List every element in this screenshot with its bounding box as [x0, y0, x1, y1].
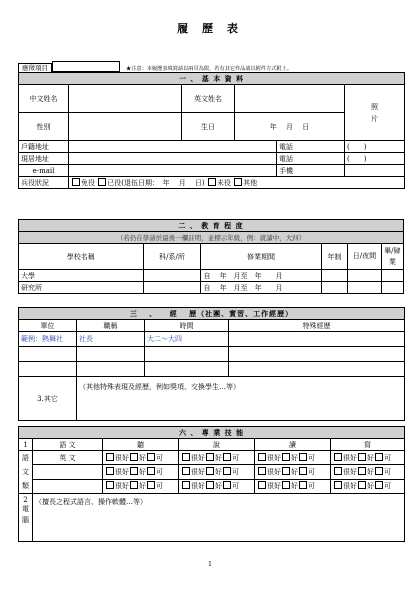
comp-label: 電 腦: [22, 505, 29, 524]
section-skills-heading: 六 、 專 業 技 能: [19, 427, 405, 439]
level-checkbox-label: 很好: [343, 482, 357, 491]
level-listen: [103, 451, 179, 465]
level-checkbox[interactable]: [182, 481, 190, 489]
mobile-field[interactable]: [345, 165, 405, 177]
computer-skills-field[interactable]: （擅長之程式語言、操作軟體…等）: [33, 494, 405, 542]
section-basic-heading: 一 、 基 本 資 料: [19, 73, 405, 85]
level-checkbox[interactable]: [299, 453, 307, 461]
military-done-checkbox[interactable]: [98, 178, 106, 186]
level-checkbox[interactable]: [106, 467, 114, 475]
edu-daynight-1[interactable]: [348, 270, 381, 282]
email-label: e-mail: [19, 165, 69, 177]
level-checkbox-label: 很好: [115, 453, 129, 462]
level-checkbox[interactable]: [182, 467, 190, 475]
level-checkbox-label: 可: [308, 482, 315, 491]
level-checkbox-label: 可: [384, 467, 391, 476]
level-checkbox[interactable]: [375, 453, 383, 461]
level-speak: [179, 451, 255, 465]
col-lang: 語 文: [33, 439, 103, 451]
level-write: [331, 465, 405, 479]
level-checkbox[interactable]: [106, 481, 114, 489]
level-checkbox-label: 很好: [115, 482, 129, 491]
level-write: [331, 479, 405, 493]
military-not-checkbox[interactable]: [208, 178, 216, 186]
level-speak: [179, 479, 255, 493]
exp-cell[interactable]: [77, 362, 145, 377]
other-field[interactable]: （其他特殊表現及經歷，例如獎項、交換學生…等）: [77, 377, 405, 421]
level-checkbox[interactable]: [334, 453, 342, 461]
phone-field-2[interactable]: ( ): [345, 153, 405, 165]
col-dept: 科/系/所: [143, 244, 201, 270]
page-number: 1: [208, 561, 212, 568]
comp-num: 2: [23, 496, 28, 504]
other-label: 3.其它: [19, 377, 77, 421]
level-checkbox[interactable]: [223, 467, 231, 475]
example-detail[interactable]: [229, 332, 405, 347]
level-checkbox-label: 可: [156, 482, 163, 491]
level-checkbox-label: 好: [291, 453, 298, 462]
email-field[interactable]: [69, 165, 277, 177]
edu-daynight-2[interactable]: [348, 282, 381, 294]
level-checkbox-label: 好: [139, 453, 146, 462]
example-time[interactable]: 大二～大四: [145, 332, 229, 347]
chinese-name-label: 中文姓名: [19, 85, 69, 113]
level-checkbox[interactable]: [106, 453, 114, 461]
phone-field-1[interactable]: ( ): [345, 141, 405, 153]
english-name-field[interactable]: [235, 85, 345, 113]
registered-address-label: 戶籍地址: [19, 141, 69, 153]
level-checkbox-label: 好: [291, 467, 298, 476]
level-checkbox-label: 好: [367, 453, 374, 462]
level-checkbox-label: 好: [215, 453, 222, 462]
exp-cell[interactable]: [19, 362, 77, 377]
level-read: [255, 465, 331, 479]
military-other-label: 其他: [243, 178, 258, 187]
level-read: [255, 479, 331, 493]
experience-table: [18, 307, 405, 421]
exp-cell[interactable]: [229, 362, 405, 377]
col-speak: 說: [179, 439, 255, 451]
col-year: 年制: [321, 244, 348, 270]
edu-year-1[interactable]: [321, 270, 348, 282]
level-checkbox[interactable]: [299, 467, 307, 475]
level-checkbox[interactable]: [182, 453, 190, 461]
level-checkbox-label: 很好: [115, 467, 129, 476]
col-daynight: 日/夜間: [348, 244, 381, 270]
edu-dept-1[interactable]: [143, 270, 201, 282]
level-checkbox[interactable]: [130, 467, 138, 475]
military-exempt-checkbox[interactable]: [72, 178, 80, 186]
military-label: 兵役狀況: [19, 177, 69, 189]
level-checkbox-label: 很好: [191, 467, 205, 476]
lang-english: 英 文: [33, 451, 103, 465]
col-time: 時間: [145, 320, 229, 332]
notice-text: ★注意：本履歷表填寫請以兩頁為限，若有其它作品請以附件方式附上。: [126, 66, 293, 72]
level-checkbox-label: 可: [232, 482, 239, 491]
level-checkbox[interactable]: [206, 467, 214, 475]
col-period: 修業期間: [201, 244, 321, 270]
registered-address-field[interactable]: [69, 141, 277, 153]
english-name-label: 英文姓名: [182, 85, 235, 113]
level-listen: [103, 479, 179, 493]
level-checkbox[interactable]: [258, 481, 266, 489]
level-checkbox-label: 可: [156, 467, 163, 476]
level-checkbox-label: 很好: [267, 482, 281, 491]
exp-cell[interactable]: [77, 347, 145, 362]
level-checkbox[interactable]: [358, 467, 366, 475]
level-checkbox[interactable]: [258, 453, 266, 461]
level-checkbox-label: 好: [367, 467, 374, 476]
gender-label: 性別: [19, 113, 69, 141]
level-checkbox-label: 好: [139, 467, 146, 476]
level-checkbox-label: 好: [215, 467, 222, 476]
level-checkbox[interactable]: [282, 453, 290, 461]
level-checkbox-label: 可: [232, 453, 239, 462]
phone-label-2: 電話: [277, 153, 345, 165]
level-write: [331, 451, 405, 465]
section-education-heading: 二 、 教 育 程 度: [19, 220, 404, 232]
phone-label-1: 電話: [277, 141, 345, 153]
apply-position-label: 應徵項目: [18, 63, 52, 73]
level-checkbox[interactable]: [282, 481, 290, 489]
level-checkbox-label: 很好: [343, 453, 357, 462]
col-grad: 畢/肄業: [381, 244, 403, 270]
level-checkbox-label: 可: [232, 467, 239, 476]
chinese-name-field[interactable]: [69, 85, 182, 113]
lang-num: 1: [19, 439, 33, 451]
level-read: [255, 451, 331, 465]
level-checkbox[interactable]: [375, 467, 383, 475]
edu-grad-1[interactable]: [381, 270, 403, 282]
exp-cell[interactable]: [145, 362, 229, 377]
edu-dept-2[interactable]: [143, 282, 201, 294]
edu-row-graduate: 研究所: [19, 282, 144, 294]
level-checkbox[interactable]: [358, 453, 366, 461]
level-listen: [103, 465, 179, 479]
exp-cell[interactable]: [145, 347, 229, 362]
header-bar: [18, 61, 292, 72]
military-exempt-label: 免役: [81, 178, 95, 187]
lang-name-field[interactable]: [33, 465, 103, 479]
level-checkbox-label: 很好: [191, 453, 205, 462]
level-checkbox-label: 很好: [267, 453, 281, 462]
level-checkbox[interactable]: [206, 481, 214, 489]
education-table: [18, 219, 404, 294]
level-checkbox-label: 可: [308, 453, 315, 462]
example-unit[interactable]: 範例：熱舞社: [19, 332, 77, 347]
level-checkbox-label: 好: [139, 482, 146, 491]
level-checkbox[interactable]: [206, 453, 214, 461]
col-role: 職稱: [77, 320, 145, 332]
level-checkbox-label: 好: [291, 482, 298, 491]
apply-position-field[interactable]: [52, 61, 120, 72]
level-checkbox-label: 可: [156, 453, 163, 462]
level-checkbox[interactable]: [334, 467, 342, 475]
level-checkbox-label: 可: [384, 453, 391, 462]
education-subheading: （若仍在學請於最後一欄註明，並標示年級，例：就讀中，大四）: [19, 232, 404, 244]
level-checkbox-label: 很好: [267, 467, 281, 476]
edu-period-2[interactable]: 自 年 月至 年 月: [201, 282, 321, 294]
col-unit: 單位: [19, 320, 77, 332]
page-title: 履 歷 表: [177, 22, 243, 35]
level-checkbox-label: 好: [367, 482, 374, 491]
level-checkbox[interactable]: [223, 481, 231, 489]
col-detail: 特殊經歷: [229, 320, 405, 332]
level-checkbox[interactable]: [282, 467, 290, 475]
exp-cell[interactable]: [229, 347, 405, 362]
level-checkbox[interactable]: [223, 453, 231, 461]
mobile-label: 手機: [277, 165, 345, 177]
lang-category-label: 語 文 類: [19, 451, 33, 494]
birthday-label: 生日: [182, 113, 235, 141]
section-experience-heading: 三 、 經 歷（社團、實習、工作經歷）: [19, 308, 405, 320]
edu-grad-2[interactable]: [381, 282, 403, 294]
computer-category: [19, 494, 33, 542]
edu-year-2[interactable]: [321, 282, 348, 294]
military-not-label: 未役: [216, 178, 231, 187]
col-write: 寫: [331, 439, 405, 451]
edu-row-university: 大學: [19, 270, 144, 282]
level-speak: [179, 465, 255, 479]
level-checkbox[interactable]: [130, 481, 138, 489]
col-read: 讀: [255, 439, 331, 451]
military-options: [69, 177, 405, 189]
level-checkbox-label: 可: [384, 482, 391, 491]
level-checkbox[interactable]: [147, 481, 155, 489]
level-checkbox[interactable]: [358, 481, 366, 489]
level-checkbox[interactable]: [147, 453, 155, 461]
level-checkbox-label: 好: [215, 482, 222, 491]
lang-name-field[interactable]: [33, 479, 103, 493]
exp-cell[interactable]: [19, 347, 77, 362]
level-checkbox-label: 很好: [191, 482, 205, 491]
level-checkbox-label: 很好: [343, 467, 357, 476]
birthday-field[interactable]: 年 月 日: [235, 113, 345, 141]
basic-info-table: [18, 72, 405, 189]
level-checkbox-label: 可: [308, 467, 315, 476]
level-checkbox[interactable]: [334, 481, 342, 489]
military-done-label: 已役(退伍日期： 年 月 日): [107, 178, 205, 187]
military-other-checkbox[interactable]: [234, 178, 242, 186]
level-checkbox[interactable]: [130, 453, 138, 461]
skills-table: [18, 426, 405, 542]
gender-field[interactable]: [69, 113, 182, 141]
col-school: 學校名稱: [19, 244, 144, 270]
edu-period-1[interactable]: 自 年 月至 年 月: [201, 270, 321, 282]
col-listen: 聽: [103, 439, 179, 451]
current-address-label: 現居地址: [19, 153, 69, 165]
level-checkbox[interactable]: [375, 481, 383, 489]
example-role[interactable]: 社長: [77, 332, 145, 347]
level-checkbox[interactable]: [258, 467, 266, 475]
photo-box[interactable]: 照 片: [345, 85, 405, 141]
level-checkbox[interactable]: [299, 481, 307, 489]
current-address-field[interactable]: [69, 153, 277, 165]
level-checkbox[interactable]: [147, 467, 155, 475]
